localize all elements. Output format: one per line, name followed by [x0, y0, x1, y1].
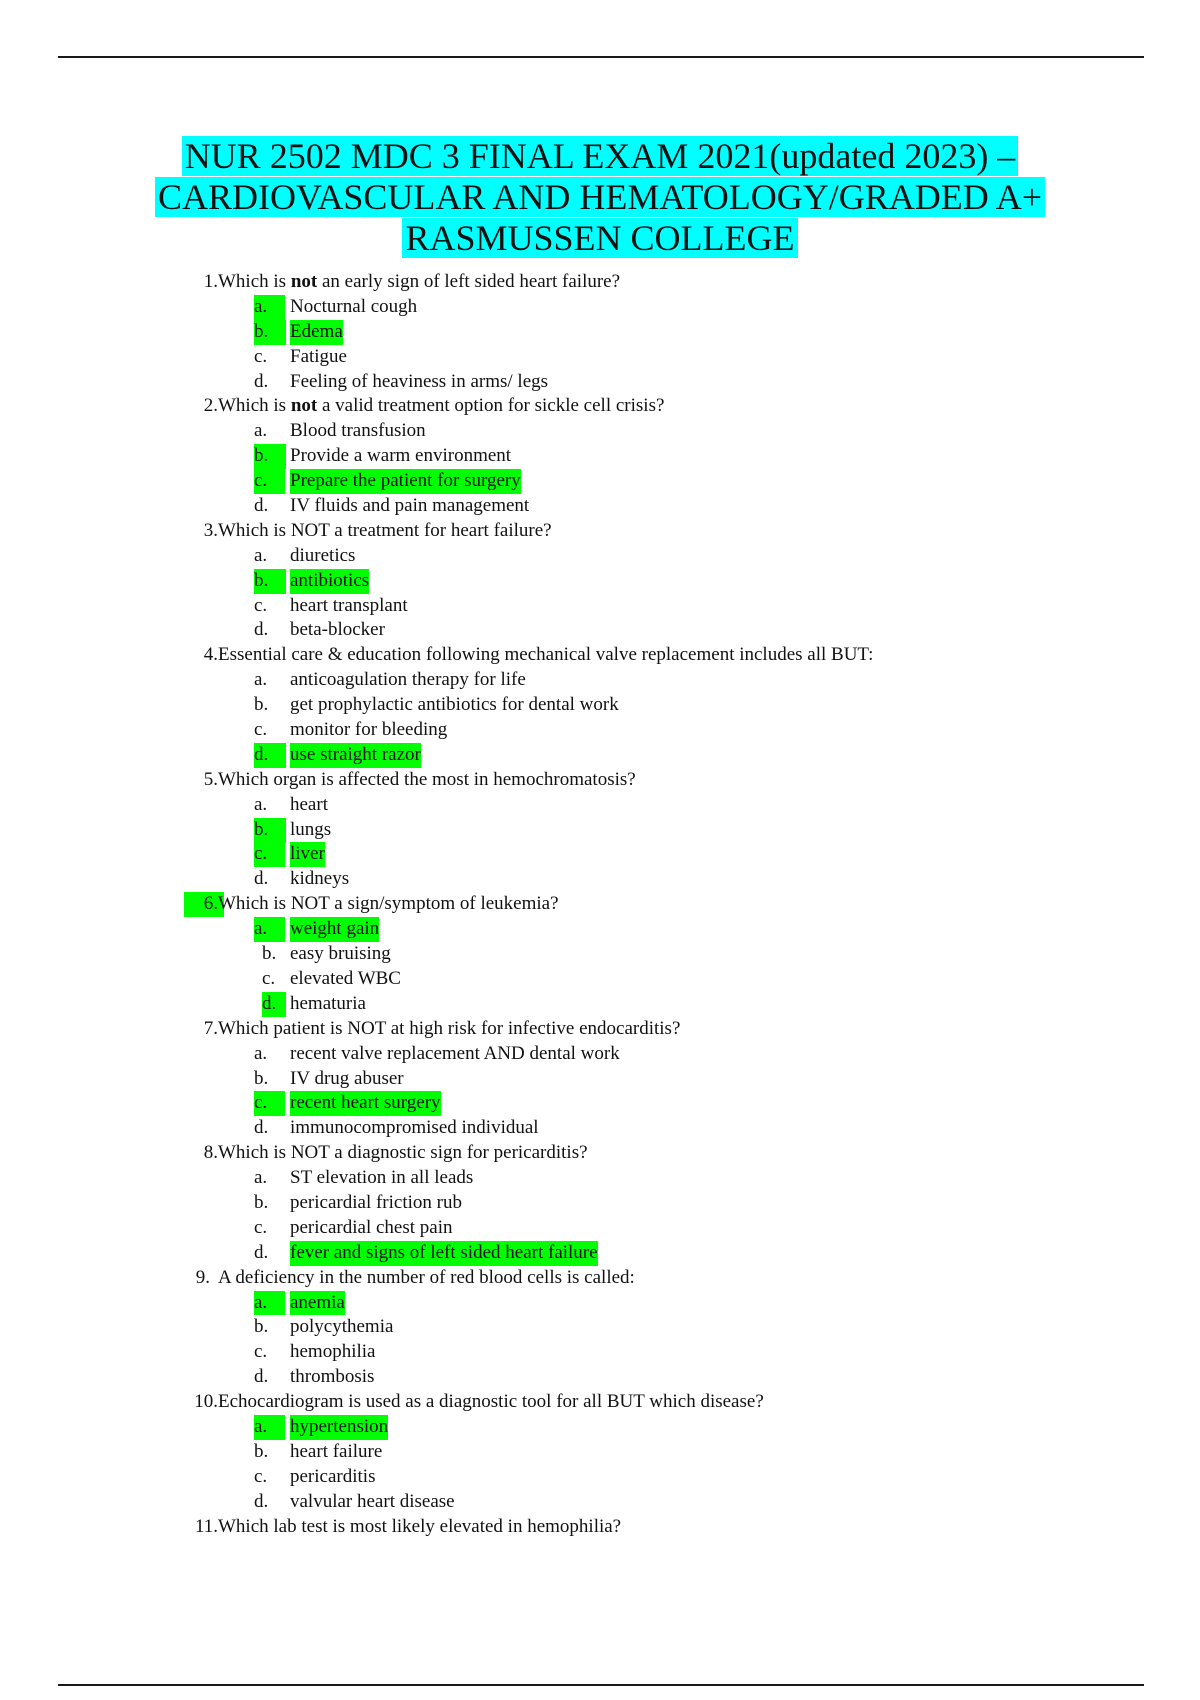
option-letter: d. — [254, 370, 269, 392]
stem-text: an early sign of left sided heart failure? — [317, 271, 621, 292]
question-4 — [0, 643, 1200, 668]
option-text: polycythemia — [290, 1316, 394, 1338]
option-letter: a. — [254, 917, 285, 942]
option-text: pericardial chest pain — [290, 1216, 453, 1238]
question-stem: A deficiency in the number of red blood cells is called: — [218, 1266, 635, 1288]
question-9 — [0, 1266, 1200, 1291]
option-letter: c. — [254, 1216, 268, 1238]
title-line-1: NUR 2502 MDC 3 FINAL EXAM 2021(updated 2023) – — [182, 136, 1019, 176]
option-6d — [0, 992, 1200, 1017]
option-text: Provide a warm environment — [290, 445, 512, 467]
question-number: 1. — [203, 271, 218, 292]
question-number: 3. — [203, 519, 218, 541]
option-letter: b. — [254, 320, 286, 345]
question-number: 9. — [195, 1266, 210, 1288]
option-3c — [0, 594, 1200, 619]
option-letter: a. — [254, 1167, 268, 1189]
stem-text: Which is — [218, 395, 291, 417]
option-text: Feeling of heaviness in arms/ legs — [290, 370, 549, 392]
option-letter: c. — [254, 345, 268, 367]
question-stem — [218, 394, 664, 419]
option-text: hematuria — [290, 992, 366, 1014]
option-9d — [0, 1365, 1200, 1390]
option-letter: b. — [254, 818, 286, 843]
option-letter: b. — [254, 1440, 269, 1462]
option-text: fever and signs of left sided heart failure — [290, 1241, 598, 1266]
option-letter: a. — [254, 669, 268, 691]
option-10a — [0, 1415, 1200, 1440]
option-text: anemia — [290, 1291, 345, 1316]
option-7a — [0, 1042, 1200, 1067]
option-8d — [0, 1241, 1200, 1266]
option-text: lungs — [290, 818, 332, 840]
question-stem: Which patient is NOT at high risk for infective endocarditis? — [218, 1017, 681, 1039]
option-letter: b. — [254, 694, 269, 716]
option-10b — [0, 1440, 1200, 1465]
question-stem: Echocardiogram is used as a diagnostic tool for all BUT which disease? — [218, 1391, 764, 1413]
option-text: Fatigue — [290, 345, 347, 367]
option-text: monitor for bleeding — [290, 719, 448, 741]
option-letter: a. — [254, 1291, 285, 1316]
question-6 — [0, 892, 1200, 917]
question-number: 10. — [194, 1391, 218, 1413]
option-4a — [0, 668, 1200, 693]
question-7 — [0, 1017, 1200, 1042]
question-5 — [0, 768, 1200, 793]
option-5a — [0, 793, 1200, 818]
option-7c — [0, 1091, 1200, 1116]
option-2b — [0, 444, 1200, 469]
option-5d — [0, 867, 1200, 892]
option-letter: a. — [254, 793, 268, 815]
option-letter: d. — [254, 868, 269, 890]
question-number: 5. — [203, 768, 218, 790]
option-9c — [0, 1340, 1200, 1365]
top-rule — [58, 56, 1144, 58]
option-1a — [0, 295, 1200, 320]
option-text: weight gain — [290, 917, 379, 942]
title-line-3: RASMUSSEN COLLEGE — [402, 218, 797, 258]
option-5b — [0, 818, 1200, 843]
option-text: pericarditis — [290, 1465, 376, 1487]
question-stem: Which is NOT a sign/symptom of leukemia? — [218, 893, 559, 915]
option-text: diuretics — [290, 544, 356, 566]
question-1 — [0, 270, 1200, 295]
option-letter: c. — [254, 594, 268, 616]
option-1c — [0, 345, 1200, 370]
option-letter: c. — [254, 469, 285, 494]
title-line-2: CARDIOVASCULAR AND HEMATOLOGY/GRADED A+ — [155, 177, 1045, 217]
option-letter: b. — [262, 943, 277, 965]
option-7b — [0, 1067, 1200, 1092]
option-9a — [0, 1291, 1200, 1316]
document-title — [150, 136, 1050, 259]
option-text: IV drug abuser — [290, 1067, 404, 1089]
question-stem: Which is NOT a treatment for heart failure? — [218, 519, 552, 541]
option-letter: d. — [254, 743, 286, 768]
option-letter: a. — [254, 295, 285, 320]
stem-emphasis: not — [290, 395, 318, 417]
option-letter: d. — [254, 1117, 269, 1139]
option-letter: c. — [254, 1091, 285, 1116]
option-text: recent heart surgery — [290, 1091, 441, 1116]
question-3 — [0, 519, 1200, 544]
option-text: anticoagulation therapy for life — [290, 669, 526, 691]
option-text: get prophylactic antibiotics for dental work — [290, 694, 619, 716]
option-text: Nocturnal cough — [290, 295, 418, 317]
option-text: heart — [290, 793, 328, 815]
option-text: Edema — [290, 320, 343, 345]
option-text: valvular heart disease — [290, 1490, 455, 1512]
question-stem: Which is NOT a diagnostic sign for pericarditis? — [218, 1142, 588, 1164]
option-4c — [0, 718, 1200, 743]
bottom-rule — [58, 1684, 1144, 1686]
option-letter: c. — [262, 967, 276, 989]
option-letter: d. — [254, 619, 269, 641]
option-3d — [0, 618, 1200, 643]
stem-text: Which is — [218, 271, 291, 292]
option-letter: c. — [254, 842, 285, 867]
option-text: elevated WBC — [290, 967, 401, 989]
option-letter: b. — [254, 569, 286, 594]
option-letter: a. — [254, 420, 268, 442]
question-number: 4. — [203, 644, 218, 666]
option-text: immunocompromised individual — [290, 1117, 539, 1139]
option-7d — [0, 1116, 1200, 1141]
option-text: antibiotics — [290, 569, 369, 594]
option-4d — [0, 743, 1200, 768]
option-10c — [0, 1465, 1200, 1490]
option-letter: c. — [254, 1341, 268, 1363]
question-10 — [0, 1390, 1200, 1415]
option-text: Blood transfusion — [290, 420, 426, 442]
option-9b — [0, 1315, 1200, 1340]
option-text: IV fluids and pain management — [290, 495, 530, 517]
option-letter: b. — [254, 1191, 269, 1213]
option-letter: b. — [254, 1316, 269, 1338]
question-number: 6. — [184, 892, 224, 917]
option-5c — [0, 842, 1200, 867]
question-stem — [218, 270, 620, 295]
question-stem: Essential care & education following mechanical valve replacement includes all BUT: — [218, 644, 874, 666]
question-8 — [0, 1141, 1200, 1166]
option-text: pericardial friction rub — [290, 1191, 462, 1213]
question-stem: Which lab test is most likely elevated in hemophilia? — [218, 1515, 622, 1537]
option-2d — [0, 494, 1200, 519]
option-3b — [0, 569, 1200, 594]
question-2 — [0, 394, 1200, 419]
option-letter: c. — [254, 1465, 268, 1487]
question-number: 2. — [203, 395, 218, 417]
question-number: 8. — [203, 1142, 218, 1164]
option-1d — [0, 370, 1200, 395]
question-number: 11. — [194, 1515, 218, 1537]
stem-emphasis: not — [290, 271, 318, 292]
option-2a — [0, 419, 1200, 444]
option-2c — [0, 469, 1200, 494]
option-text: hemophilia — [290, 1341, 376, 1363]
option-letter: a. — [254, 1415, 285, 1440]
option-6a — [0, 917, 1200, 942]
option-letter: d. — [254, 495, 269, 517]
question-list — [0, 270, 1200, 1539]
option-letter: a. — [254, 544, 268, 566]
option-text: kidneys — [290, 868, 350, 890]
question-11 — [0, 1515, 1200, 1540]
option-text: beta-blocker — [290, 619, 385, 641]
option-1b — [0, 320, 1200, 345]
option-letter: d. — [254, 1366, 269, 1388]
option-text: use straight razor — [290, 743, 421, 768]
option-letter: a. — [254, 1042, 268, 1064]
option-8c — [0, 1216, 1200, 1241]
option-text: ST elevation in all leads — [290, 1167, 474, 1189]
option-letter: c. — [254, 719, 268, 741]
option-letter: b. — [254, 1067, 269, 1089]
option-letter: d. — [254, 1241, 269, 1263]
option-text: easy bruising — [290, 943, 391, 965]
option-text: hypertension — [290, 1415, 388, 1440]
stem-text: a valid treatment option for sickle cell crisis? — [317, 395, 665, 417]
option-letter: d. — [254, 1490, 269, 1512]
option-text: liver — [290, 842, 325, 867]
option-text: recent valve replacement AND dental work — [290, 1042, 620, 1064]
option-10d — [0, 1490, 1200, 1515]
option-8a — [0, 1166, 1200, 1191]
option-text: heart transplant — [290, 594, 408, 616]
option-6c — [0, 967, 1200, 992]
option-text: thrombosis — [290, 1366, 375, 1388]
option-3a — [0, 544, 1200, 569]
option-text: heart failure — [290, 1440, 383, 1462]
option-6b — [0, 942, 1200, 967]
option-4b — [0, 693, 1200, 718]
option-text: Prepare the patient for surgery — [290, 469, 521, 494]
question-number: 7. — [203, 1017, 218, 1039]
option-letter: d. — [262, 992, 286, 1017]
option-8b — [0, 1191, 1200, 1216]
question-stem: Which organ is affected the most in hemochromatosis? — [218, 768, 636, 790]
option-letter: b. — [254, 444, 286, 469]
